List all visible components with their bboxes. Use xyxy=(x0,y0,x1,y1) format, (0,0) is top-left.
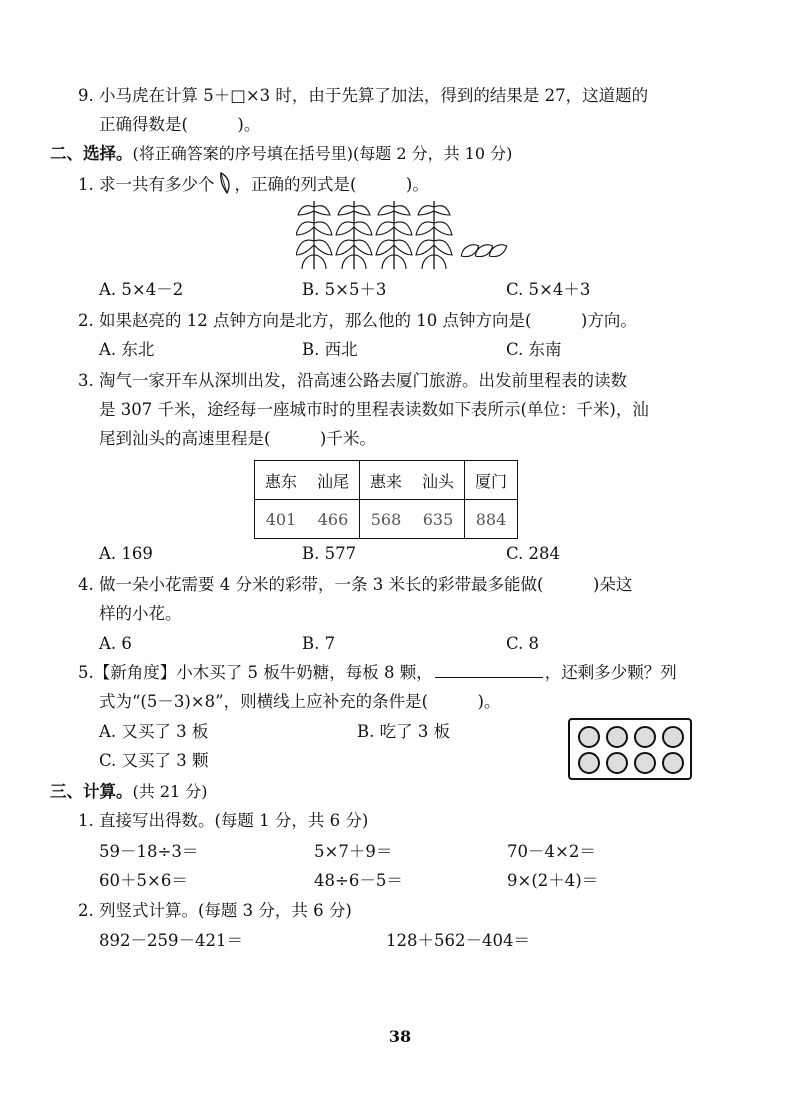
s2-q2-text: 2. 如果赵亮的 12 点钟方向是北方，那么他的 10 点钟方向是( )方向。 xyxy=(78,311,637,330)
s3-q1-item: 9×(2＋4)＝ xyxy=(507,871,599,890)
table-cell-pair xyxy=(255,500,360,539)
s3-q1-item: 59－18÷3＝ xyxy=(99,842,199,861)
s2-q3-option-b: B. 577 xyxy=(302,544,357,563)
table-cell-pair xyxy=(360,500,465,539)
s2-q2-option-c: C. 东南 xyxy=(506,340,562,359)
leaf-bundles-picture xyxy=(296,195,526,275)
s2-q2-option-b: B. 西北 xyxy=(302,340,358,359)
q9-line1: 9. 小马虎在计算 5＋□×3 时，由于先算了加法，得到的结果是 27，这道题的 xyxy=(78,86,649,105)
s2-q3-option-c: C. 284 xyxy=(506,544,561,563)
s2-q4-line1: 4. 做一朵小花需要 4 分米的彩带，一条 3 米长的彩带最多能做( )朵这 xyxy=(78,575,633,594)
s3-q1-item: 48÷6－5＝ xyxy=(314,871,403,890)
section2-note: (将正确答案的序号填在括号里)(每题 2 分，共 10 分) xyxy=(132,144,513,163)
s2-q1-text-b: ，正确的列式是( )。 xyxy=(234,175,429,194)
candy-icon xyxy=(634,726,656,748)
leaf-icon xyxy=(217,171,233,195)
table-cell: 惠来 xyxy=(369,471,402,491)
table-cell: 884 xyxy=(465,500,518,539)
s2-q5-line2: 式为“(5－3)×8”，则横线上应补充的条件是( )。 xyxy=(99,692,501,711)
s2-q4-option-b: B. 7 xyxy=(302,634,336,653)
table-cell: 635 xyxy=(422,509,454,529)
table-cell-pair xyxy=(360,461,465,500)
candy-icon xyxy=(634,752,656,774)
table-cell: 568 xyxy=(370,509,402,529)
s3-q1-title: 1. 直接写出得数。(每题 1 分，共 6 分) xyxy=(78,811,369,830)
candy-icon xyxy=(578,752,600,774)
page-number: 38 xyxy=(388,1027,412,1046)
section3-title: 三、计算。 xyxy=(50,782,133,801)
table-cell: 401 xyxy=(265,509,297,529)
section2-title: 二、选择。 xyxy=(50,144,133,163)
s3-q1-item: 70－4×2＝ xyxy=(507,842,596,861)
table-cell: 惠东 xyxy=(264,471,297,491)
table-row-readings xyxy=(255,500,518,539)
candy-icon xyxy=(662,752,684,774)
candy-icon xyxy=(578,726,600,748)
s3-q2-title: 2. 列竖式计算。(每题 3 分，共 6 分) xyxy=(78,901,352,920)
mileage-table xyxy=(254,460,518,539)
s2-q1-option-c: C. 5×4＋3 xyxy=(506,280,591,299)
s2-q1-text-a: 1. 求一共有多少个 xyxy=(78,175,215,194)
s3-q1-item: 5×7＋9＝ xyxy=(314,842,393,861)
s3-q1-item: 60＋5×6＝ xyxy=(99,871,188,890)
table-cell: 汕头 xyxy=(421,471,454,491)
table-cell: 466 xyxy=(317,509,349,529)
s2-q5-option-a: A. 又买了 3 板 xyxy=(99,722,209,741)
section3-note: (共 21 分) xyxy=(132,782,208,801)
table-row-cities xyxy=(255,461,518,500)
s2-q5-line1-b: ，还剩多少颗？列 xyxy=(544,663,677,682)
s3-q2-item: 128＋562－404＝ xyxy=(386,931,530,950)
s2-q3-line1: 3. 淘气一家开车从深圳出发，沿高速公路去厦门旅游。出发前里程表的读数 xyxy=(78,371,627,390)
s2-q3-option-a: A. 169 xyxy=(99,544,153,563)
s2-q5-option-b: B. 吃了 3 板 xyxy=(357,722,451,741)
s2-q2-option-a: A. 东北 xyxy=(99,340,155,359)
s2-q4-option-c: C. 8 xyxy=(506,634,540,653)
candy-icon xyxy=(662,726,684,748)
q9-line2: 正确得数是( )。 xyxy=(99,115,261,134)
s2-q1-option-b: B. 5×5＋3 xyxy=(302,280,387,299)
s2-q3-line3: 尾到汕头的高速里程是( )千米。 xyxy=(99,429,376,448)
s3-q2-item: 892－259－421＝ xyxy=(99,931,243,950)
s2-q3-line2: 是 307 千米，途经每一座城市时的里程表读数如下表所示(单位：千米)，汕 xyxy=(99,400,649,419)
s2-q4-line2: 样的小花。 xyxy=(99,604,182,623)
section2-header xyxy=(50,142,512,166)
candy-icon xyxy=(606,752,628,774)
s2-q5-option-c: C. 又买了 3 颗 xyxy=(99,751,209,770)
table-cell: 汕尾 xyxy=(316,471,349,491)
candy-board-picture xyxy=(568,718,692,780)
s2-q5-line1-a: 5.【新角度】小木买了 5 板牛奶糖，每板 8 颗， xyxy=(78,663,433,682)
table-cell-pair xyxy=(255,461,360,500)
s2-q5-line1 xyxy=(78,661,677,685)
s2-q1-text xyxy=(78,171,429,197)
s2-q1-option-a: A. 5×4－2 xyxy=(99,280,184,299)
s2-q4-option-a: A. 6 xyxy=(99,634,132,653)
section3-header xyxy=(50,780,208,804)
candy-icon xyxy=(606,726,628,748)
answer-blank[interactable] xyxy=(435,661,543,678)
table-cell: 厦门 xyxy=(465,461,518,500)
